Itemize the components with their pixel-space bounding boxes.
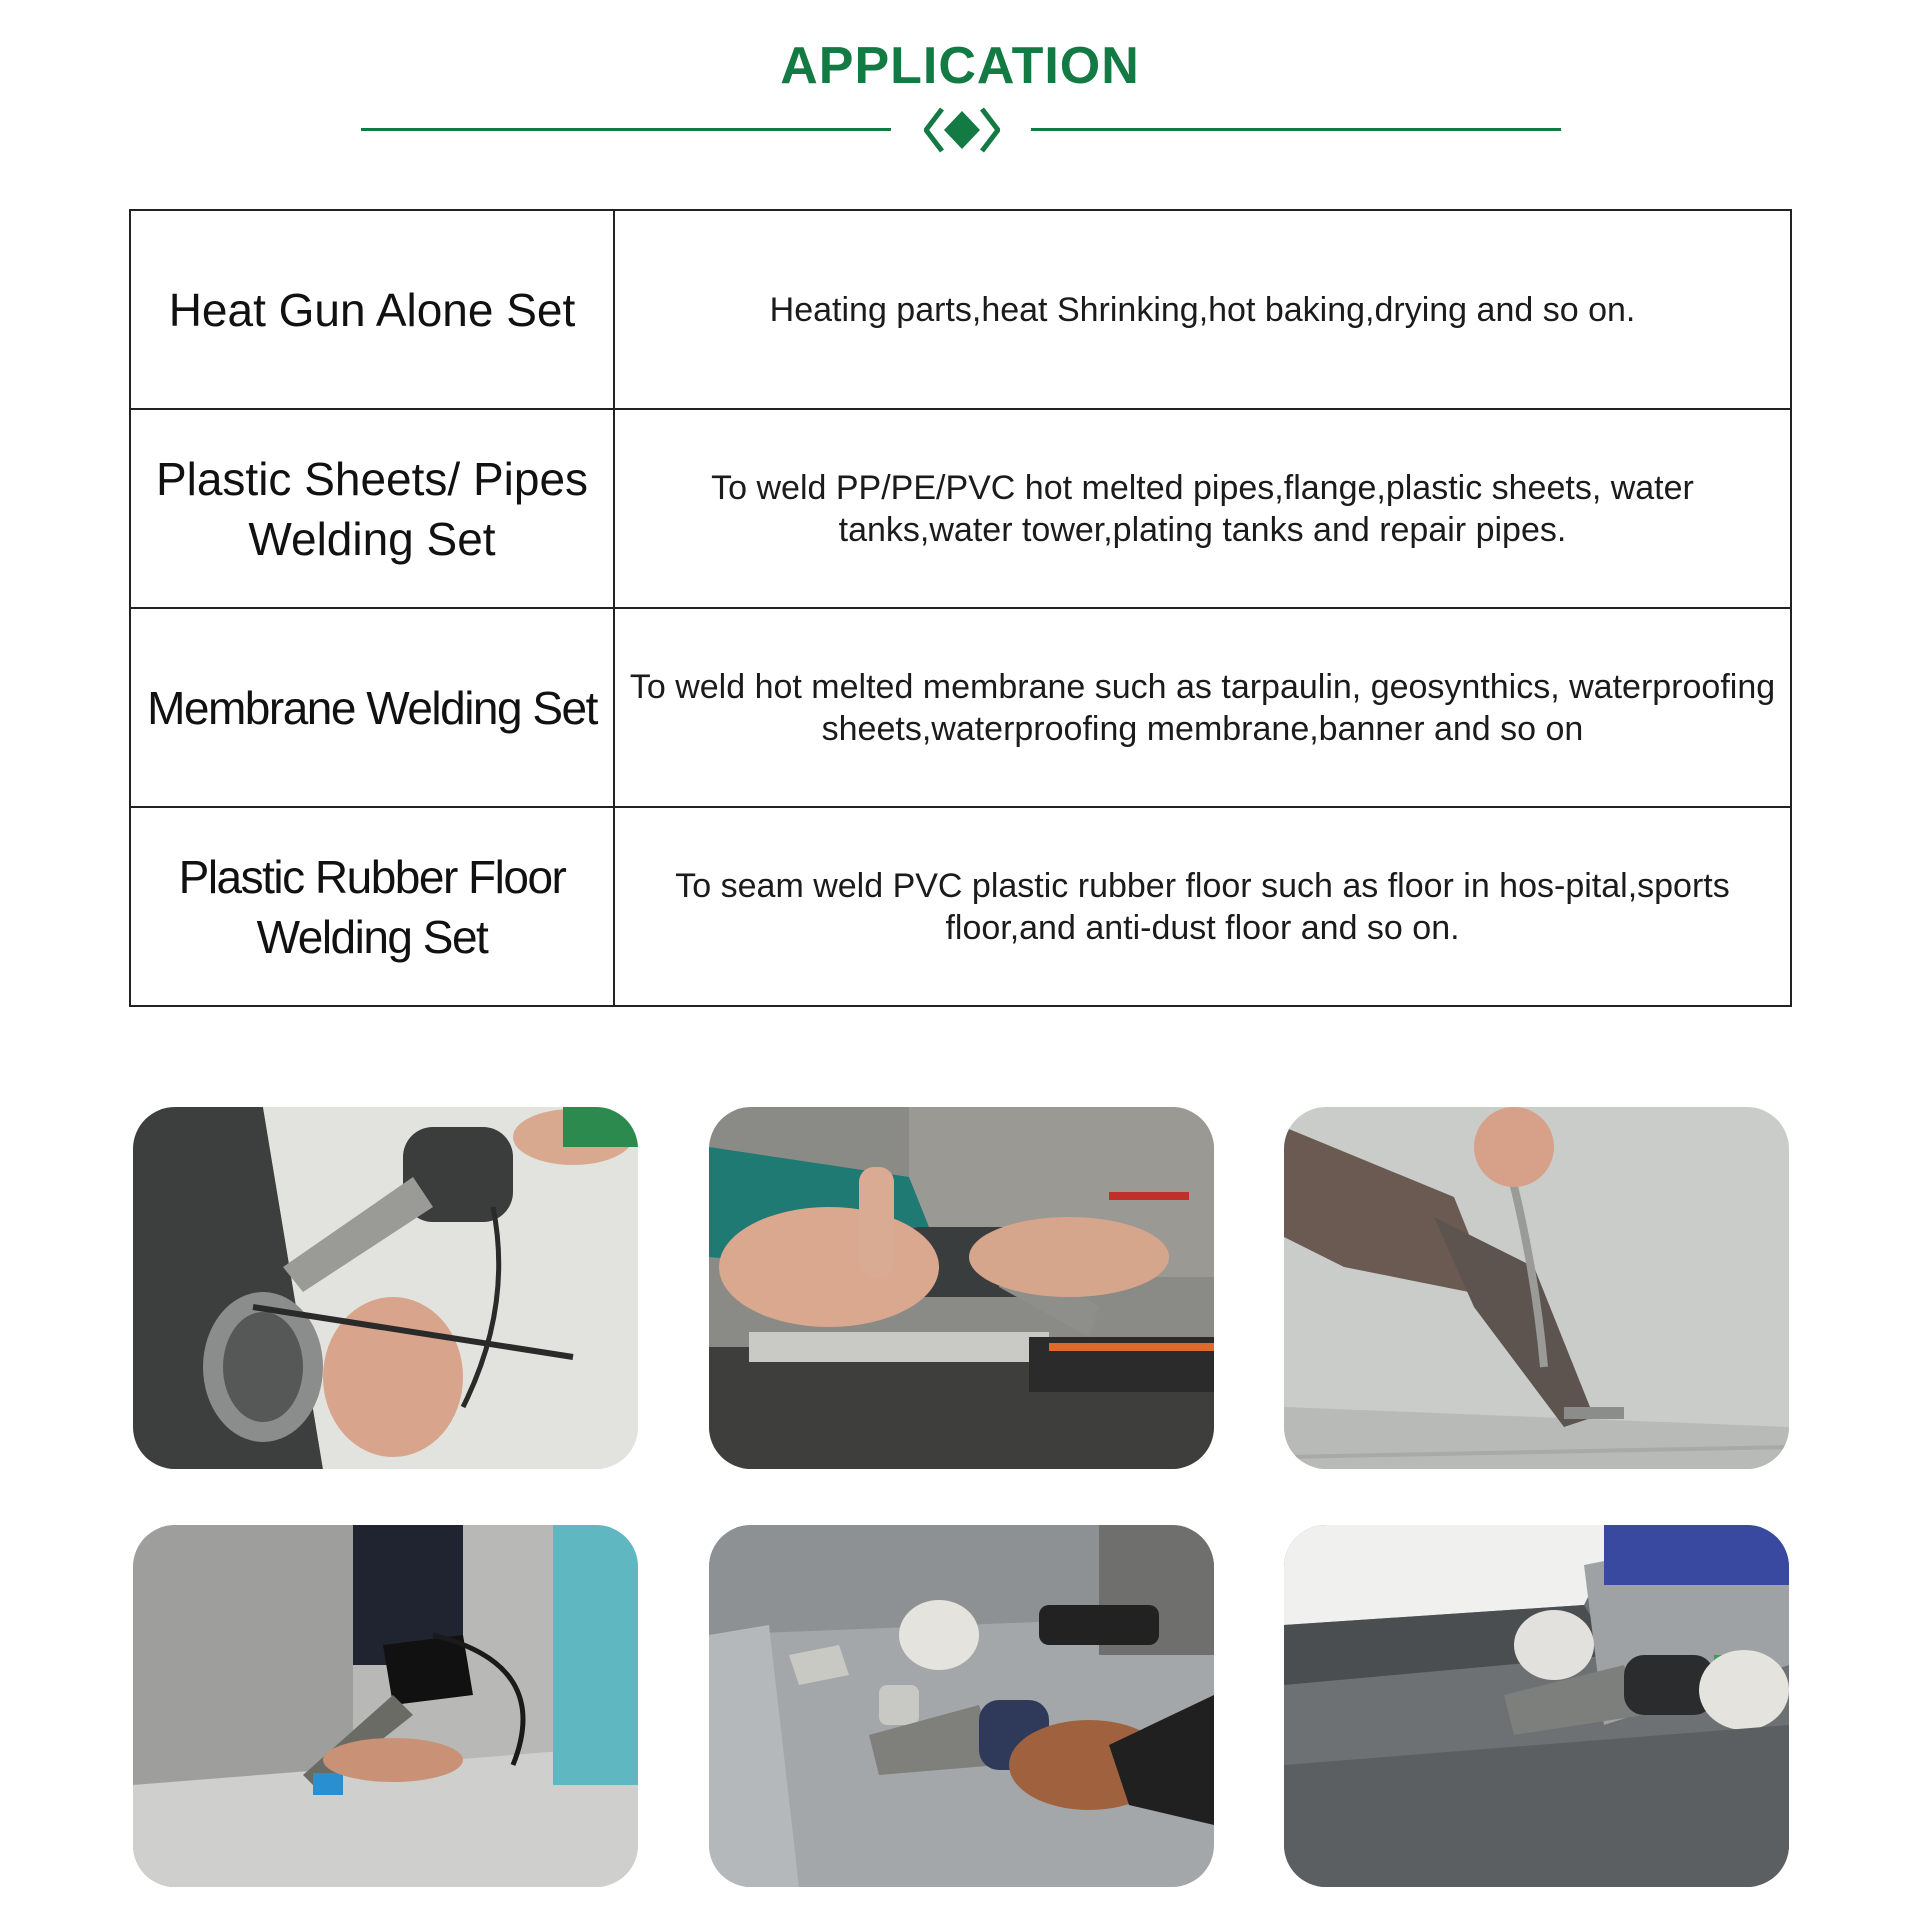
heat-gun-pipe-welding-photo	[709, 1107, 1214, 1469]
set-description: To weld hot melted membrane such as tarpaulin, geosynthics, waterproofing sheets,waterproofing membrane,banner and so on	[614, 608, 1791, 807]
set-description: Heating parts,heat Shrinking,hot baking,drying and so on.	[614, 210, 1791, 409]
heat-gun-tank-corner-photo	[133, 1525, 638, 1887]
page-title: APPLICATION	[780, 37, 1140, 95]
set-description: To weld PP/PE/PVC hot melted pipes,flange,plastic sheets, water tanks,water tower,plating tanks and repair pipes.	[614, 409, 1791, 608]
table-row	[130, 210, 1791, 409]
diamond-ornament-icon	[924, 105, 1000, 155]
set-name: Plastic Rubber Floor Welding Set	[130, 807, 614, 1006]
table-row	[130, 409, 1791, 608]
table-row	[130, 807, 1791, 1006]
application-table	[129, 209, 1792, 1007]
heat-gun-rod-welding-photo	[1284, 1107, 1789, 1469]
set-name: Membrane Welding Set	[130, 608, 614, 807]
heat-gun-floor-seam-photo	[1284, 1525, 1789, 1887]
heat-gun-membrane-roof-photo	[709, 1525, 1214, 1887]
heat-gun-pipe-flange-photo	[133, 1107, 638, 1469]
set-name: Plastic Sheets/ Pipes Welding Set	[130, 409, 614, 608]
title-divider-right	[1031, 128, 1561, 131]
set-name: Heat Gun Alone Set	[130, 210, 614, 409]
set-description: To seam weld PVC plastic rubber floor such as floor in hos-pital,sports floor,and anti-dust floor and so on.	[614, 807, 1791, 1006]
title-divider-left	[361, 128, 891, 131]
table-row	[130, 608, 1791, 807]
